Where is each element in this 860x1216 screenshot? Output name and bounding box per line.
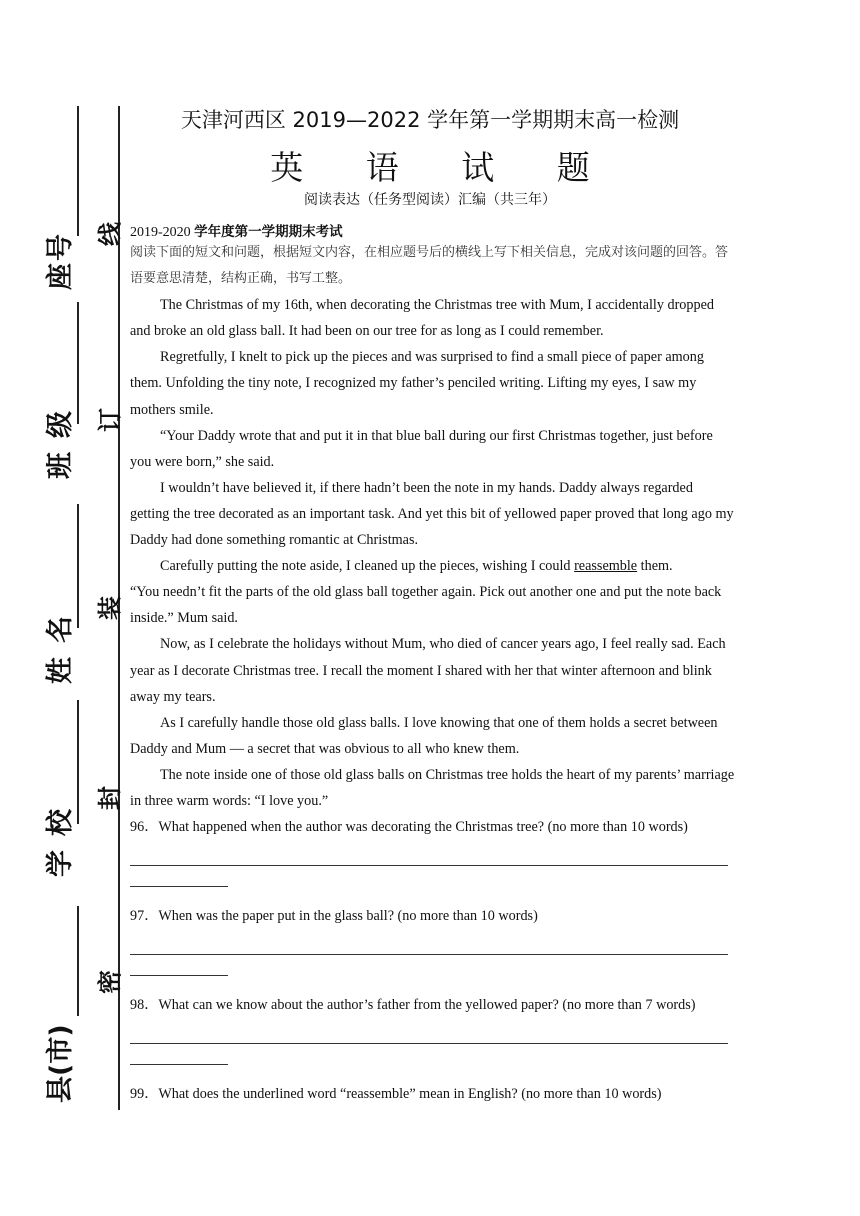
class-blank[interactable] <box>77 302 79 424</box>
answer-line-98[interactable] <box>130 1018 728 1044</box>
school-label: 学校 <box>45 795 76 877</box>
passage-paragraph: “Your Daddy wrote that and put it in that blue ball during our first Christmas together, just before you were born,” she said. <box>130 427 713 470</box>
question-number: 97． <box>130 908 159 925</box>
question-text: What can we know about the author’s father from the yellowed paper? (no more than 7 words) <box>158 997 696 1014</box>
question-96 <box>130 814 735 840</box>
answer-line-96-end[interactable] <box>130 866 228 887</box>
p5-after: them. <box>637 558 673 575</box>
question-98 <box>130 992 735 1018</box>
question-text: When was the paper put in the glass ball? (no more than 10 words) <box>158 908 538 925</box>
question-text: What does the underlined word “reassemble” mean in English? (no more than 10 words) <box>158 1086 662 1103</box>
passage-paragraph: As I carefully handle those old glass balls. I love knowing that one of them holds a secret between Daddy and Mum — a secret that was obvious to all who knew them. <box>130 714 718 757</box>
underlined-word: reassemble <box>574 558 638 575</box>
exam-title: 天津河西区 2019—2022 学年第一学期期末高一检测 <box>180 108 680 132</box>
class-label: 班级 <box>45 397 76 479</box>
seal-mark-zhuang: 装 <box>96 596 124 620</box>
question-number: 96． <box>130 819 159 836</box>
answer-line-97[interactable] <box>130 929 728 955</box>
seal-mark-feng: 封 <box>96 786 124 810</box>
passage-paragraph: The note inside one of those old glass balls on Christmas tree holds the heart of my parents’ marriage in three warm words: “I love you.” <box>130 766 735 809</box>
subject-title: 英 语 试 题 <box>270 148 616 187</box>
question-text: What happened when the author was decorating the Christmas tree? (no more than 10 words) <box>158 819 688 836</box>
answer-line-97-end[interactable] <box>130 955 228 976</box>
section-exam: 学年度第一学期期末考试 <box>194 224 343 240</box>
passage-paragraph: Regretfully, I knelt to pick up the pieces and was surprised to find a small piece of paper among them. Unfolding the tiny note, I recognized my father’s penciled writing. Lifting my eyes, I saw my mothers smile. <box>130 349 704 418</box>
passage-paragraph: “You needn’t fit the parts of the old glass ball together again. Pick out another one and put the note back inside.” Mum said. <box>130 584 722 627</box>
answer-line-96[interactable] <box>130 840 728 866</box>
section-heading <box>130 220 343 241</box>
county-blank[interactable] <box>77 906 79 1016</box>
question-number: 99． <box>130 1086 159 1103</box>
name-blank[interactable] <box>77 504 79 628</box>
reading-content <box>130 240 735 1107</box>
subtitle: 阅读表达（任务型阅读）汇编（共三年） <box>304 192 556 208</box>
seat-number-label: 座号 <box>45 232 76 290</box>
section-year: 2019-2020 <box>130 225 191 240</box>
passage-paragraph: I wouldn’t have believed it, if there hadn’t been the note in my hands. Daddy always regarded getting the tree decorated as an important task. And yet this bit of yellowed paper proved that long ago my Daddy had done something romantic at Christmas. <box>130 479 734 549</box>
question-97 <box>130 903 735 929</box>
answer-line-98-end[interactable] <box>130 1044 228 1065</box>
name-label: 姓名 <box>45 602 76 684</box>
instructions: 阅读下面的短文和问题，根据短文内容，在相应题号后的横线上写下相关信息，完成对该问题的回答。答语要意思清楚，结构正确，书写工整。 <box>130 245 729 287</box>
passage-paragraph: Now, as I celebrate the holidays without Mum, who died of cancer years ago, I feel really sad. Each year as I decorate Christmas tree. I recall the moment I shared with her that winter afternoon and blink away my tears. <box>130 636 726 705</box>
passage-paragraph: The Christmas of my 16th, when decorating the Christmas tree with Mum, I accidentally dropped and broke an old glass ball. It had been on our tree for as long as I could remember. <box>130 297 714 340</box>
seal-mark-mi: 密 <box>96 970 124 994</box>
passage-paragraph <box>130 553 735 579</box>
school-blank[interactable] <box>77 700 79 824</box>
question-number: 98． <box>130 997 159 1014</box>
seal-mark-xian: 线 <box>96 222 124 246</box>
p5-before: Carefully putting the note aside, I cleaned up the pieces, wishing I could <box>160 558 575 575</box>
seal-mark-ding: 订 <box>96 408 124 432</box>
question-99 <box>130 1081 735 1107</box>
county-label: 县(市) <box>45 1024 76 1103</box>
seat-number-blank[interactable] <box>77 106 79 236</box>
